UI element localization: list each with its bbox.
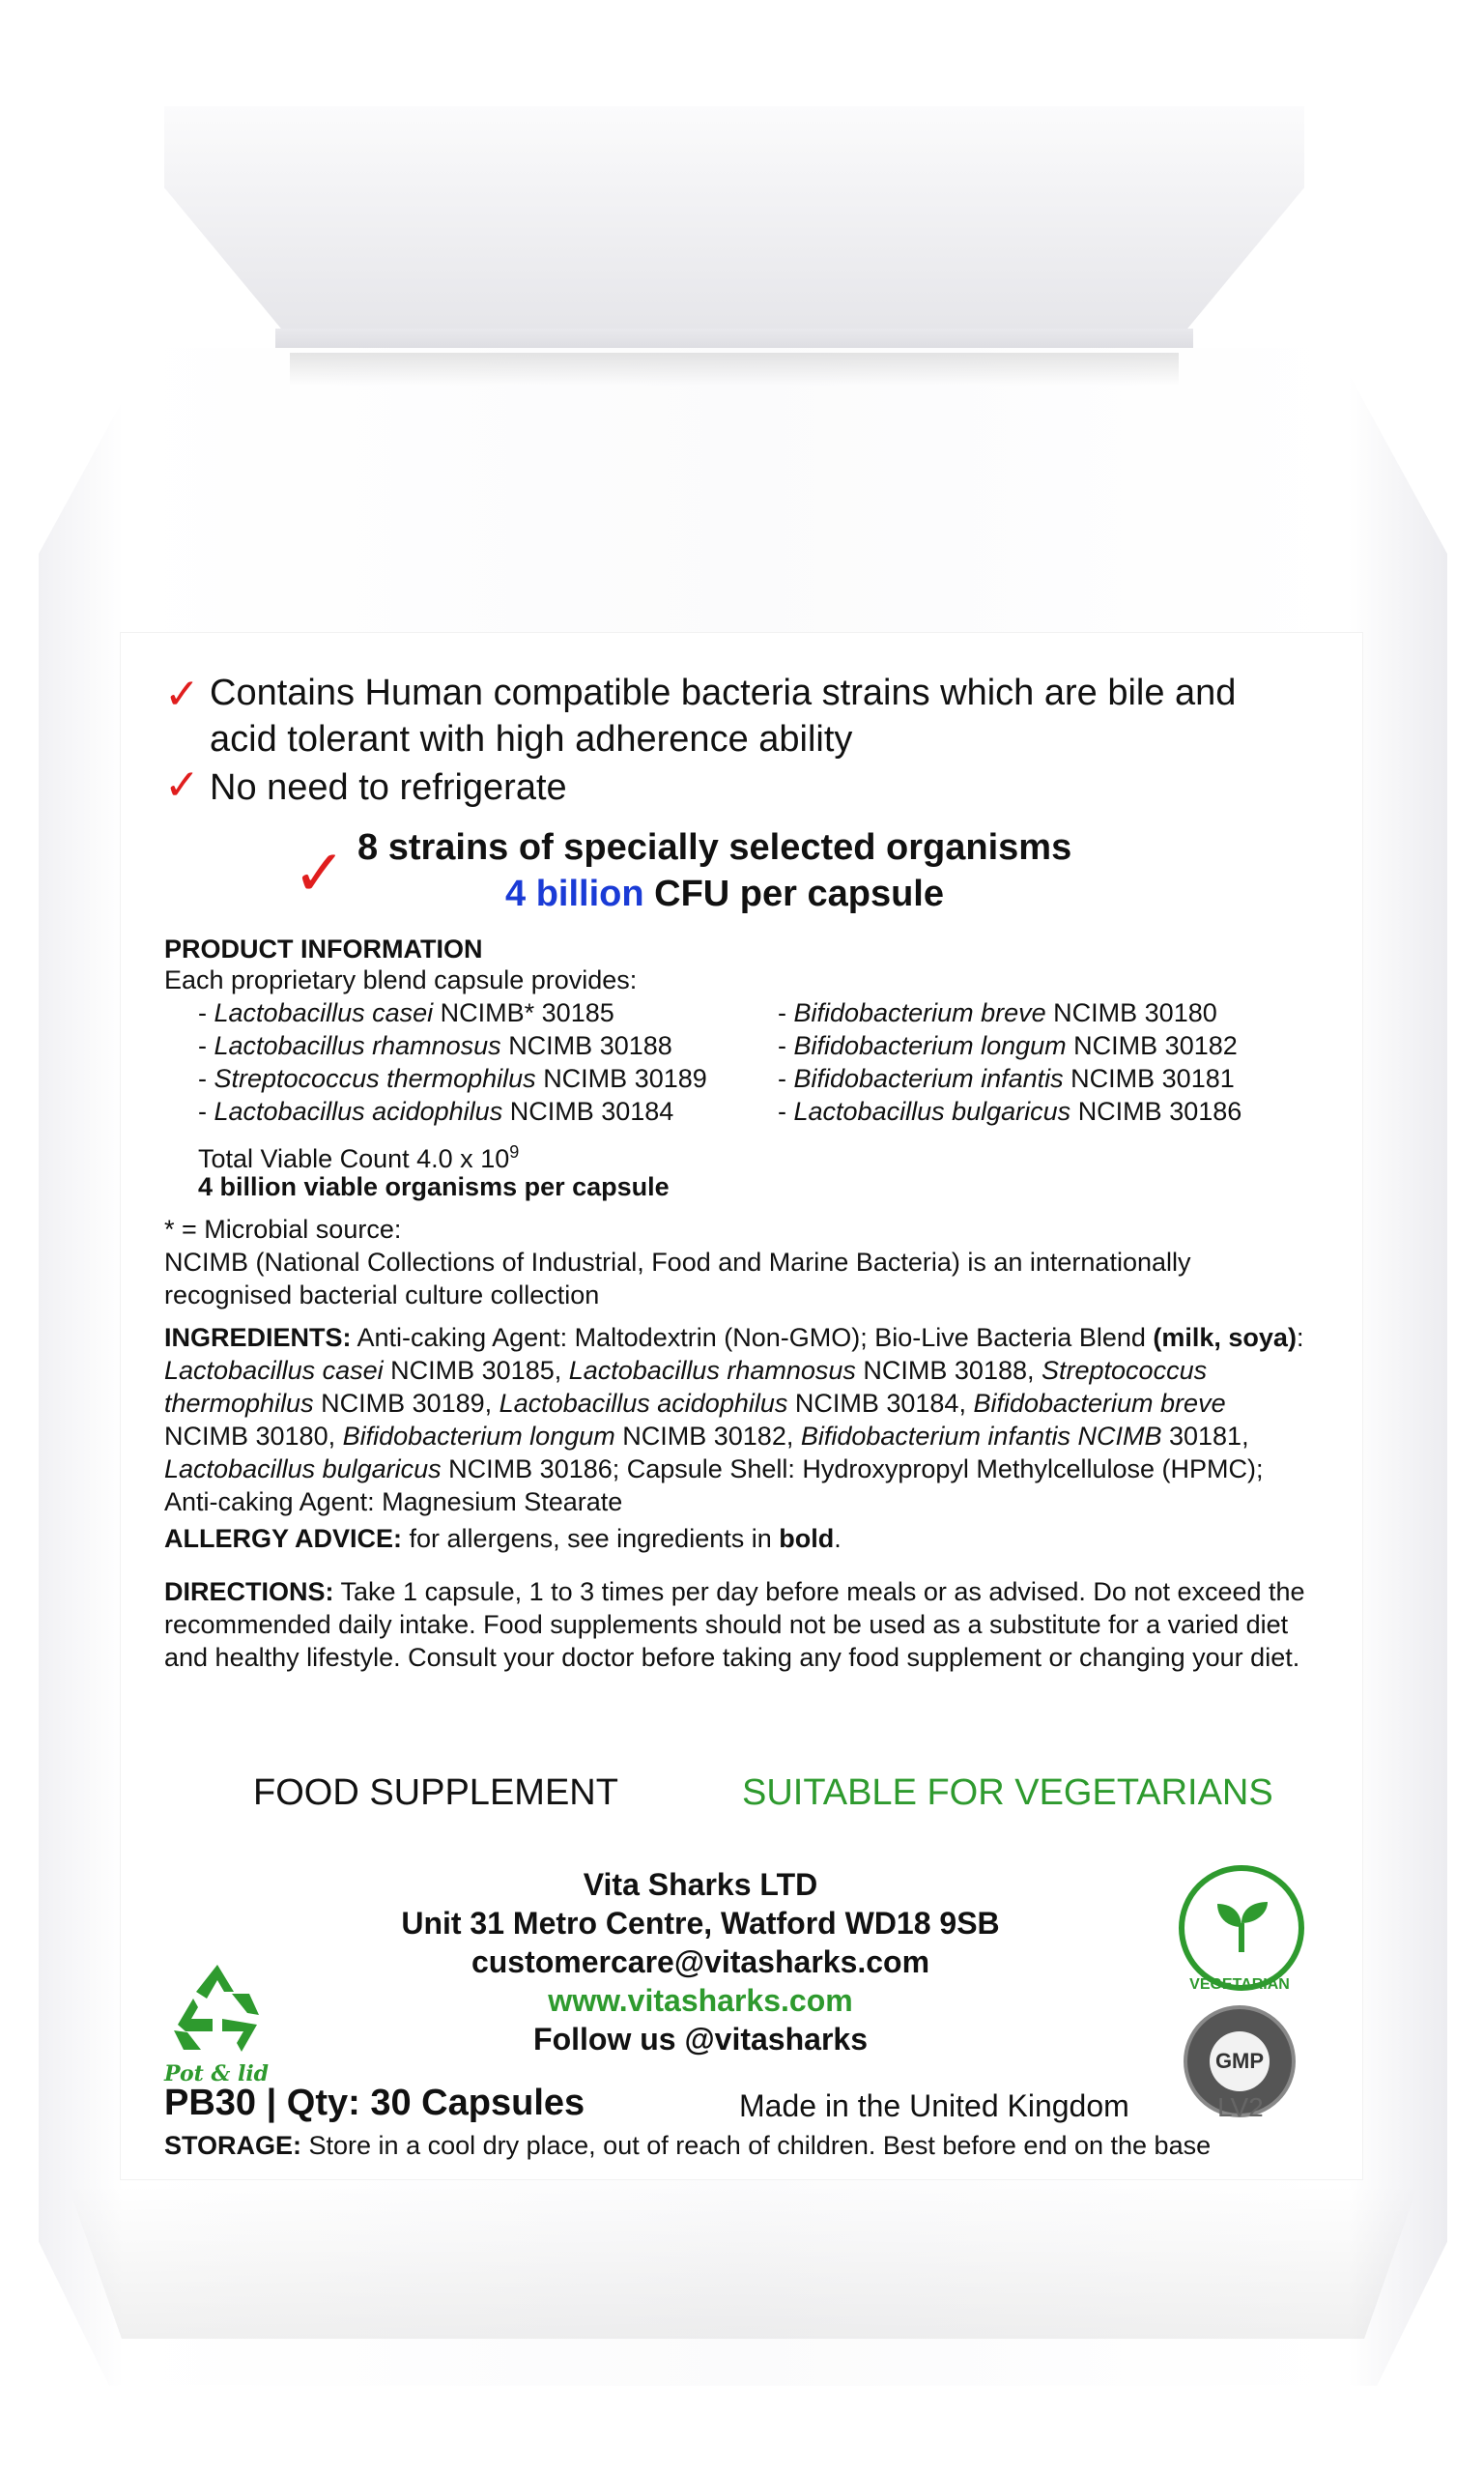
strain-item: - Bifidobacterium infantis NCIMB 30181	[778, 1064, 1235, 1093]
strain-item: - Lactobacillus acidophilus NCIMB 30184	[198, 1097, 674, 1126]
company-website[interactable]: www.vitasharks.com	[548, 1983, 853, 2018]
recycle-caption: Pot & lid	[164, 2061, 270, 2086]
strain-item: - Lactobacillus bulgaricus NCIMB 30186	[778, 1097, 1242, 1126]
viable-organisms: 4 billion viable organisms per capsule	[198, 1172, 670, 1201]
company-social[interactable]: Follow us @vitasharks	[533, 2022, 868, 2057]
bottle-lid	[164, 106, 1304, 353]
cfu-amount: 4 billion	[505, 874, 644, 914]
bottle-base	[68, 2184, 1418, 2339]
food-supplement: FOOD SUPPLEMENT	[253, 1772, 618, 1813]
claim-1-line-2: acid tolerant with high adherence ability	[210, 719, 853, 760]
check-icon: ✓	[164, 670, 200, 719]
product-label	[121, 633, 1362, 2179]
strains-headline: 8 strains of specially selected organisms	[357, 827, 1072, 868]
company-name: Vita Sharks LTD	[583, 1867, 818, 1902]
made-in: Made in the United Kingdom	[739, 2088, 1129, 2123]
claim-1-line-1: Contains Human compatible bacteria strains which are bile and	[210, 673, 1237, 713]
product-info-title: PRODUCT INFORMATION	[164, 935, 483, 964]
cfu-unit: CFU per capsule	[654, 874, 944, 914]
company-email[interactable]: customercare@vitasharks.com	[471, 1944, 930, 1979]
product-code: PB30 | Qty: 30 Capsules	[164, 2083, 585, 2123]
vegetarian-badge	[1179, 1865, 1304, 1991]
suitable-for-vegetarians: SUITABLE FOR VEGETARIANS	[742, 1772, 1273, 1813]
label-version: LV2	[1217, 2092, 1264, 2122]
vegetarian-badge-text: VEGETARIAN	[1189, 1976, 1290, 1993]
ingredients-text: INGREDIENTS: Anti-caking Agent: Maltodextrin (Non-GMO); Bio-Live Bacteria Blend (milk, soya): Lactobacillus casei NCIMB 30185, Lactobacillus rhamnosus NCIMB 30188, Streptococcus thermophilus NCIMB 30189, Lactobacillus acidophilus NCIMB 30184, Bifidobacterium breve NCIMB 30180, Bifidobacterium longum NCIMB 30182, Bifidobacterium infantis NCIMB 30181, Lactobacillus bulgaricus NCIMB 30186; Capsule Shell: Hydroxypropyl Methylcellulose (HPMC); Anti-caking Agent: Magnesium Stearate	[164, 1323, 1304, 1516]
leaf-icon	[1208, 1894, 1275, 1962]
allergy-advice: ALLERGY ADVICE: for allergens, see ingredients in bold.	[164, 1524, 842, 1553]
strain-item: - Streptococcus thermophilus NCIMB 30189	[198, 1064, 707, 1093]
strain-item: - Bifidobacterium breve NCIMB 30180	[778, 998, 1217, 1027]
lid-shadow	[290, 353, 1179, 386]
cfu-headline	[505, 871, 944, 917]
viable-count: Total Viable Count 4.0 x $10^9$	[198, 1142, 520, 1173]
strain-item: - Bifidobacterium longum NCIMB 30182	[778, 1031, 1238, 1060]
strain-item: - Lactobacillus casei NCIMB* 30185	[198, 998, 614, 1027]
source-title: * = Microbial source:	[164, 1215, 402, 1244]
storage-text: STORAGE: Store in a cool dry place, out of reach of children. Best before end on the base	[164, 2131, 1212, 2160]
gmp-badge-text: GMP	[1210, 2031, 1270, 2091]
directions-text: DIRECTIONS: Take 1 capsule, 1 to 3 times per day before meals or as advised. Do not exceed the recommended daily intake. Food supplements should not be used as a substitute for a varied diet and healthy lifestyle. Consult your doctor before taking any food supplement or changing your diet.	[164, 1577, 1305, 1672]
check-icon: ✓	[164, 761, 200, 810]
claim-2: No need to refrigerate	[210, 767, 567, 808]
strain-item: - Lactobacillus rhamnosus NCIMB 30188	[198, 1031, 672, 1060]
check-icon-large: ✓	[293, 836, 347, 910]
recycle-icon	[164, 1957, 271, 2063]
source-text: NCIMB (National Collections of Industrial, Food and Marine Bacteria) is an internationally recognised bacterial culture collection	[164, 1248, 1191, 1309]
company-address: Unit 31 Metro Centre, Watford WD18 9SB	[401, 1906, 1000, 1941]
product-info-intro: Each proprietary blend capsule provides:	[164, 965, 638, 994]
